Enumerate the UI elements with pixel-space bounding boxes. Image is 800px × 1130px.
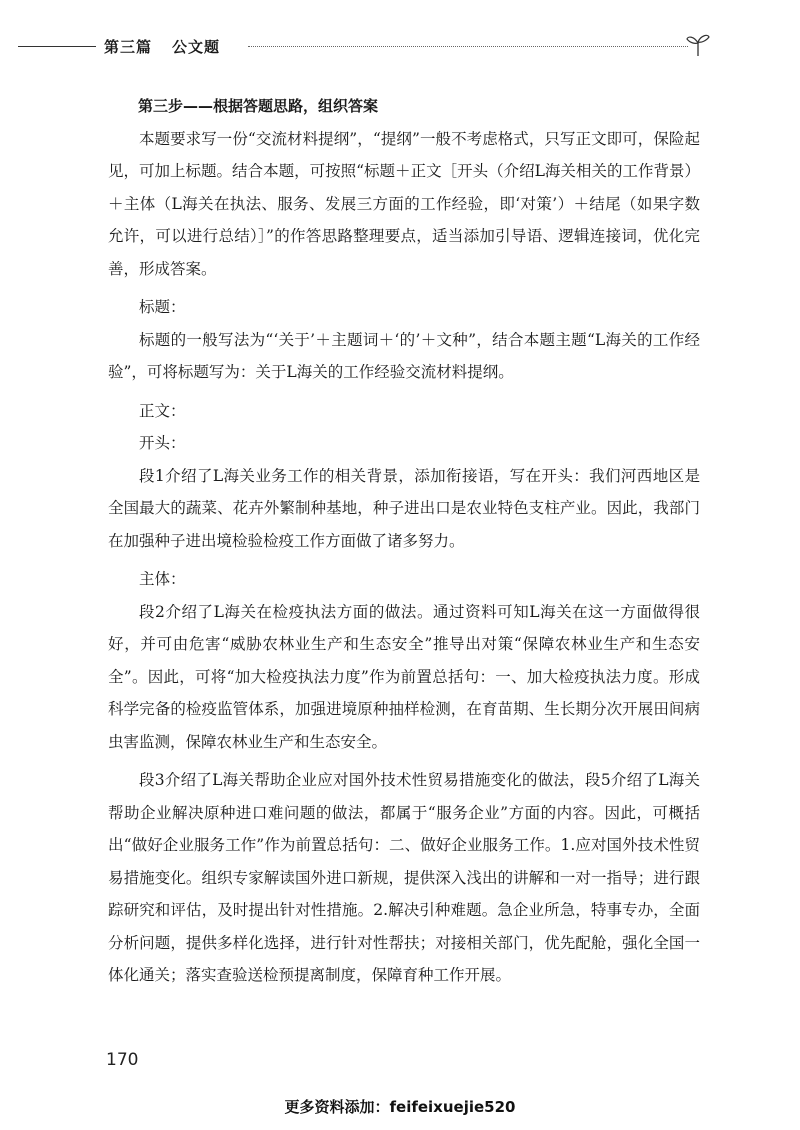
header-rule-left (18, 46, 96, 47)
paragraph: 段1介绍了L海关业务工作的相关背景，添加衔接语，写在开头：我们河西地区是全国最大的蔬菜、花卉外繁制种基地，种子进出口是农业特色支柱产业。因此，我部门在加强种子进出境检验检疫工作方面做了诸多努力。 (108, 466, 700, 550)
paragraph: 标题的一般写法为“‘关于’＋主题词＋‘的’＋文种”，结合本题主题“L海关的工作经验”，可将标题写为：关于L海关的工作经验交流材料提纲。 (108, 330, 700, 381)
section-label-opening: 开头： (139, 434, 186, 452)
header-rule-right (248, 46, 688, 47)
paragraph: 本题要求写一份“交流材料提纲”，“提纲”一般不考虑格式，只写正文即可，保险起见，可加上标题。结合本题，可按照“标题＋正文［开头（介绍L海关相关的工作背景）＋主体（L海关在执法、服务、发展三方面的工作经验，即‘对策’）＋结尾（如果字数允许，可以进行总结）］”的作答思路整理要点，适当添加引导语、逻辑连接词，优化完善，形成答案。 (108, 129, 700, 278)
footer-note: 更多资料添加：feifeixuejie520 (284, 1098, 516, 1116)
running-header (0, 30, 800, 64)
sprout-icon (684, 30, 712, 58)
section-label-main: 主体： (139, 570, 186, 588)
section-label-title: 标题： (139, 298, 186, 316)
paragraph: 段3介绍了L海关帮助企业应对国外技术性贸易措施变化的做法，段5介绍了L海关帮助企业解决原种进口难问题的做法，都属于“服务企业”方面的内容。因此，可概括出“做好企业服务工作”作为前置总括句：二、做好企业服务工作。1.应对国外技术性贸易措施变化。组织专家解读国外进口新规，提供深入浅出的讲解和一对一指导；进行跟踪研究和评估，及时提出针对性措施。2.解决引种难题。急企业所急，特事专办，全面分析问题，提供多样化选择，进行针对性帮扶；对接相关部门，优先配舱，强化全国一体化通关；落实查验送检预提离制度，保障育种工作开展。 (108, 771, 700, 984)
body-text (108, 90, 700, 992)
paragraph: 段2介绍了L海关在检疫执法方面的做法。通过资料可知L海关在这一方面做得很好，并可由危害“威胁农林业生产和生态安全”推导出对策“保障农林业生产和生态安全”。因此，可将“加大检疫执法力度”作为前置总括句：一、加大检疫执法力度。形成科学完备的检疫监管体系，加强进境原种抽样检测，在育苗期、生长期分次开展田间病虫害监测，保障农林业生产和生态安全。 (108, 602, 700, 751)
header-chapter-title: 公文题 (172, 38, 221, 56)
section-label-body: 正文： (139, 401, 186, 420)
page-number: 170 (106, 1050, 139, 1070)
step-heading: 第三步——根据答题思路，组织答案 (138, 97, 379, 115)
header-part-title: 第三篇 (104, 38, 153, 56)
